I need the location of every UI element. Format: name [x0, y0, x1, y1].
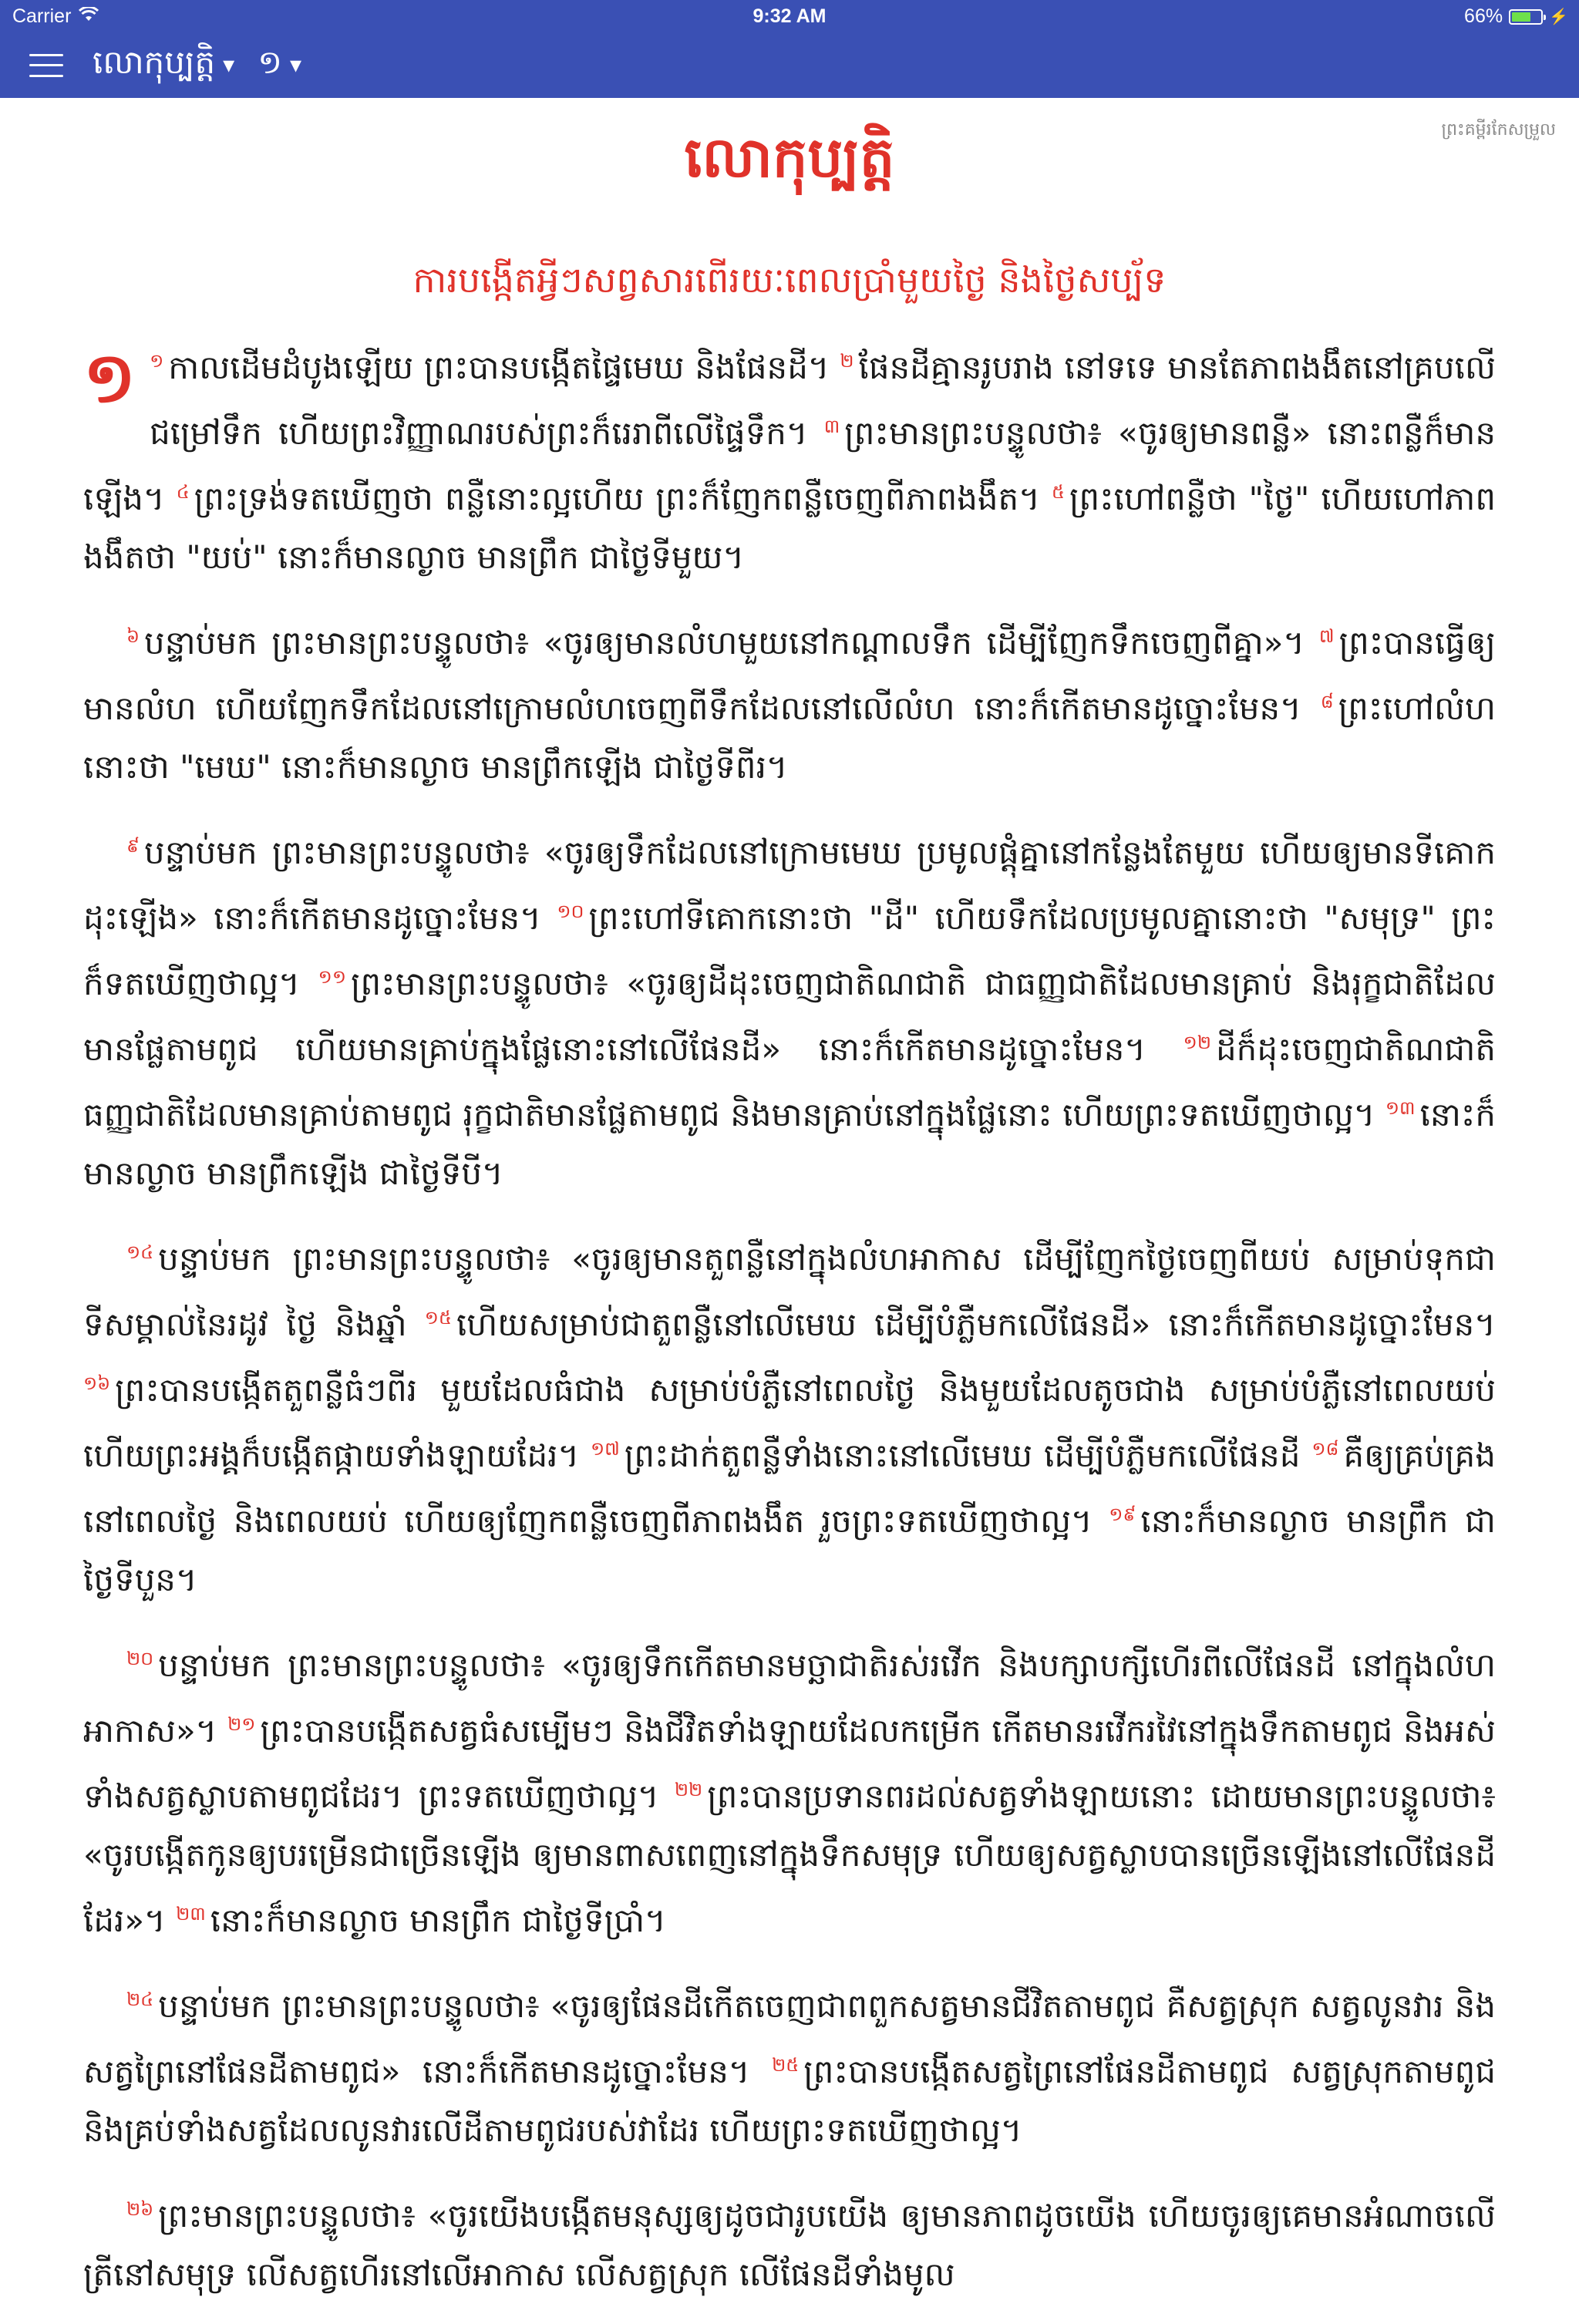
verse-number[interactable]: ១០ — [557, 901, 584, 922]
paragraph — [83, 1970, 1496, 2160]
verse-text[interactable]: ផែនដីគ្មានរូបរាង នៅទទេ មានតែភាពងងឹតនៅគ្របលើជម្រៅទឹក ហើយព្រះវិញ្ញាណរបស់ព្រះក៏រេរាពីលើផ្ទៃទឹក។ — [150, 349, 1496, 452]
verse-text[interactable]: ហើយសម្រាប់ជាតួពន្លឺនៅលើមេឃ ដើម្បីបំភ្លឺមកលើផែនដី» នោះក៏កើតមានដូច្នោះមែន។ — [456, 1305, 1496, 1343]
verse-number[interactable]: ១ — [150, 350, 164, 372]
verse-number[interactable]: ៨ — [1320, 691, 1334, 712]
verse-text[interactable]: ព្រះហៅទីគោកនោះថា "ដី" ហើយទឹកដែលប្រមូលគ្នានោះថា "សមុទ្រ" ព្រះក៏ទតឃើញថាល្អ។ — [83, 899, 1496, 1002]
chapter-number: ១ — [83, 338, 136, 419]
verse-text[interactable]: ព្រះទ្រង់ទតឃើញថា ពន្លឺនោះល្អហើយ ព្រះក៏ញែកពន្លឺចេញពីភាពងងឹត។ — [194, 480, 1052, 517]
verse-text[interactable]: នោះក៏មានល្ងាច មានព្រឹកឡើង ជាថ្ងៃទីបី។ — [83, 1096, 1496, 1192]
chapter-text — [83, 332, 1496, 2324]
verse-number[interactable]: ៦ — [126, 625, 140, 647]
paragraph — [83, 607, 1496, 797]
verse-text[interactable]: ព្រះបានបង្កើតសត្វធំសម្បើមៗ និងជីវិតទាំងឡាយដែលកម្រើក កើតមានរវើករវៃនៅក្នុងទឹកតាមពូជ និងអស់ទាំងសត្វស្លាបតាមពូជដែរ។ ព្រះទតឃើញថាល្អ។ — [83, 1712, 1497, 1815]
verse-text[interactable]: ព្រះបានធ្វើឲ្យមានលំហ ហើយញែកទឹកដែលនៅក្រោមលំហចេញពីទឹកដែលនៅលើលំហ នោះក៏កើតមានដូច្នោះមែន។ — [83, 624, 1496, 727]
chevron-down-icon: ▾ — [223, 52, 235, 79]
verse-text[interactable]: បន្ទាប់មក ព្រះមានព្រះបន្ទូលថា៖ «ចូរឲ្យផែនដីកើតចេញជាពពួកសត្វមានជីវិតតាមពូជ គឺសត្វស្រុក សត្វលូនវារ និងសត្វព្រៃនៅផែនដីតាមពូជ» នោះក៏កើតមានដូច្នោះមែន។ — [83, 1987, 1496, 2090]
verse-text[interactable]: ព្រះហៅលំហនោះថា "មេឃ" នោះក៏មានល្ងាច មានព្រឹកឡើង ជាថ្ងៃទីពីរ។ — [83, 689, 1496, 786]
verse-number[interactable]: ២២ — [674, 1779, 703, 1800]
verse-number[interactable]: ១១ — [318, 966, 346, 988]
verse-number[interactable]: ១៦ — [83, 1373, 111, 1394]
book-title: លោកុប្បត្តិ — [684, 125, 895, 190]
book-selector-label: លោកុប្បត្តិ — [93, 42, 216, 81]
paragraph — [83, 1629, 1496, 1950]
verse-text[interactable]: ដីក៏ដុះចេញជាតិណជាតិ ធញ្ញជាតិដែលមានគ្រាប់តាមពូជ រុក្ខជាតិមានផ្លែតាមពូជ និងមានគ្រាប់នៅក្នុងផ្លែនោះ ហើយព្រះទតឃើញថាល្អ។ — [83, 1030, 1496, 1133]
verse-text[interactable]: នោះក៏មានល្ងាច មានព្រឹក ជាថ្ងៃទីបួន។ — [83, 1502, 1496, 1598]
verse-text[interactable]: ព្រះមានព្រះបន្ទូលថា៖ «ចូរឲ្យមានពន្លឺ» នោះពន្លឺក៏មានឡើង។ — [83, 414, 1496, 517]
verse-text[interactable]: ព្រះបានបង្កើតសត្វព្រៃនៅផែនដីតាមពូជ សត្វស្រុកតាមពូជ និងគ្រប់ទាំងសត្វដែលលូនវារលើដីតាមពូជរបស់វាដែរ ហើយព្រះទតឃើញថាល្អ។ — [83, 2053, 1496, 2149]
verse-text[interactable]: គឺឲ្យគ្រប់គ្រងនៅពេលថ្ងៃ និងពេលយប់ ហើយឲ្យញែកពន្លឺចេញពីភាពងងឹត រួចព្រះទតឃើញថាល្អ។ — [83, 1437, 1496, 1540]
battery-percent: 66% — [1464, 5, 1503, 27]
verse-number[interactable]: ៩ — [126, 835, 140, 857]
verse-number[interactable]: ១៧ — [591, 1438, 620, 1460]
verse-number[interactable]: ១៨ — [1311, 1438, 1339, 1460]
verse-number[interactable]: ២៣ — [176, 1903, 206, 1925]
verse-number[interactable]: ២៦ — [126, 2198, 154, 2220]
verse-number[interactable]: ២៤ — [126, 1989, 154, 2010]
verse-number[interactable]: ១៤ — [126, 1241, 154, 1263]
chevron-down-icon: ▾ — [290, 52, 302, 79]
chapter-selector-label: ១ — [258, 42, 282, 81]
carrier-label: Carrier — [12, 5, 72, 27]
paragraph — [83, 1223, 1496, 1609]
verse-text[interactable]: ព្រះដាក់តួពន្លឺទាំងនោះនៅលើមេឃ ដើម្បីបំភ្លឺមកលើផែនដី — [624, 1437, 1312, 1474]
verse-number[interactable]: ៧ — [1318, 625, 1335, 647]
verse-number[interactable]: ២ — [840, 350, 854, 372]
status-right — [1464, 5, 1568, 28]
paragraph — [83, 817, 1496, 1203]
verse-text[interactable]: កាលដើមដំបូងឡើយ ព្រះបានបង្កើតផ្ទៃមេឃ និងផែនដី។ — [168, 349, 840, 386]
paragraph — [83, 332, 1496, 587]
verse-text[interactable]: បន្ទាប់មក ព្រះមានព្រះបន្ទូលថា៖ «ចូរឲ្យមានលំហមួយនៅកណ្ដាលទឹក ដើម្បីញែកទឹកចេញពីគ្នា»។ — [144, 624, 1319, 662]
verse-text[interactable]: ព្រះបានប្រទានពរដល់សត្វទាំងឡាយនោះ ដោយមានព្រះបន្ទូលថា៖ «ចូរបង្កើតកូនឲ្យបរម្រើនជាច្រើនឡើង ឲ្យមានពាសពេញនៅក្នុងទឹកសមុទ្រ ហើយឲ្យសត្វស្លាបបានច្រើនឡើងនៅលើផែនដីដែរ»។ — [83, 1777, 1496, 1939]
verse-number[interactable]: ៣ — [823, 416, 840, 437]
verse-number[interactable]: ១៣ — [1385, 1097, 1416, 1119]
verse-number[interactable]: ២៥ — [772, 2054, 800, 2076]
verse-number[interactable]: ៤ — [176, 481, 190, 503]
version-tag[interactable]: ព្រះគម្ពីរកែសម្រួល — [1441, 120, 1556, 140]
status-bar — [0, 0, 1579, 32]
nav-bar — [0, 32, 1579, 98]
verse-number[interactable]: ១៩ — [1109, 1504, 1136, 1525]
book-selector[interactable] — [93, 42, 234, 89]
verse-text[interactable]: បន្ទាប់មក ព្រះមានព្រះបន្ទូលថា៖ «ចូរឲ្យទឹកកើតមានមច្ឆាជាតិរស់រវើក និងបក្សាបក្សីហើរពីលើផែនដី នៅក្នុងលំហអាកាស»។ — [83, 1646, 1496, 1750]
verse-text[interactable]: ព្រះមានព្រះបន្ទូលថា៖ «ចូរយើងបង្កើតមនុស្សឲ្យដូចជារូបយើង ឲ្យមានភាពដូចយើង ហើយចូរឲ្យគេមានអំណាចលើត្រីនៅសមុទ្រ លើសត្វហើរនៅលើអាកាស លើសត្វស្រុក លើផែនដីទាំងមូល — [83, 2197, 1496, 2293]
verse-text[interactable]: បន្ទាប់មក ព្រះមានព្រះបន្ទូលថា៖ «ចូរឲ្យទឹកដែលនៅក្រោមមេឃ ប្រមូលផ្ដុំគ្នានៅកន្លែងតែមួយ ហើយឲ្យមានទីគោកដុះឡើង» នោះក៏កើតមានដូច្នោះមែន។ — [83, 834, 1496, 937]
status-time: 9:32 AM — [752, 5, 827, 27]
verse-number[interactable]: ២១ — [227, 1713, 256, 1735]
battery-icon — [1509, 9, 1543, 25]
menu-icon[interactable] — [29, 54, 63, 77]
verse-text[interactable]: នោះក៏មានល្ងាច មានព្រឹក ជាថ្ងៃទីប្រាំ។ — [210, 1901, 666, 1939]
charging-icon: ⚡ — [1549, 8, 1568, 25]
verse-number[interactable]: ២០ — [126, 1648, 154, 1669]
top-bar — [0, 0, 1579, 98]
verse-number[interactable]: ៥ — [1052, 481, 1065, 503]
verse-number[interactable]: ១២ — [1183, 1032, 1211, 1053]
section-heading: ការបង្កើតអ្វីៗសព្វសារពើរយៈពេលប្រាំមួយថ្ងៃ និងថ្ងៃសប្ប័ទ — [412, 259, 1167, 301]
verse-text[interactable]: ព្រះហៅពន្លឺថា "ថ្ងៃ" ហើយហៅភាពងងឹតថា "យប់" នោះក៏មានល្ងាច មានព្រឹក ជាថ្ងៃទីមួយ។ — [83, 480, 1497, 576]
paragraph — [83, 2180, 1496, 2304]
verse-text[interactable]: ព្រះបានបង្កើតតួពន្លឺធំៗពីរ មួយដែលធំជាង សម្រាប់បំភ្លឺនៅពេលថ្ងៃ និងមួយដែលតូចជាង សម្រាប់បំភ្លឺនៅពេលយប់ ហើយព្រះអង្គក៏បង្កើតផ្កាយទាំងឡាយដែរ។ — [83, 1371, 1496, 1474]
verse-text[interactable]: ព្រះមានព្រះបន្ទូលថា៖ «ចូរឲ្យដីដុះចេញជាតិណជាតិ ជាធញ្ញជាតិដែលមានគ្រាប់ និងរុក្ខជាតិដែលមានផ្លែតាមពូជ ហើយមានគ្រាប់ក្នុងផ្លែនោះនៅលើផែនដី» នោះក៏កើតមានដូច្នោះមែន។ — [83, 965, 1496, 1068]
chapter-selector[interactable] — [258, 42, 301, 89]
verse-text[interactable]: បន្ទាប់មក ព្រះមានព្រះបន្ទូលថា៖ «ចូរឲ្យមានតួពន្លឺនៅក្នុងលំហអាកាស ដើម្បីញែកថ្ងៃចេញពីយប់ សម្រាប់ទុកជាទីសម្គាល់នៃរដូវ ថ្ងៃ និងឆ្នាំ — [83, 1240, 1496, 1343]
verse-number[interactable]: ១៥ — [424, 1307, 452, 1329]
